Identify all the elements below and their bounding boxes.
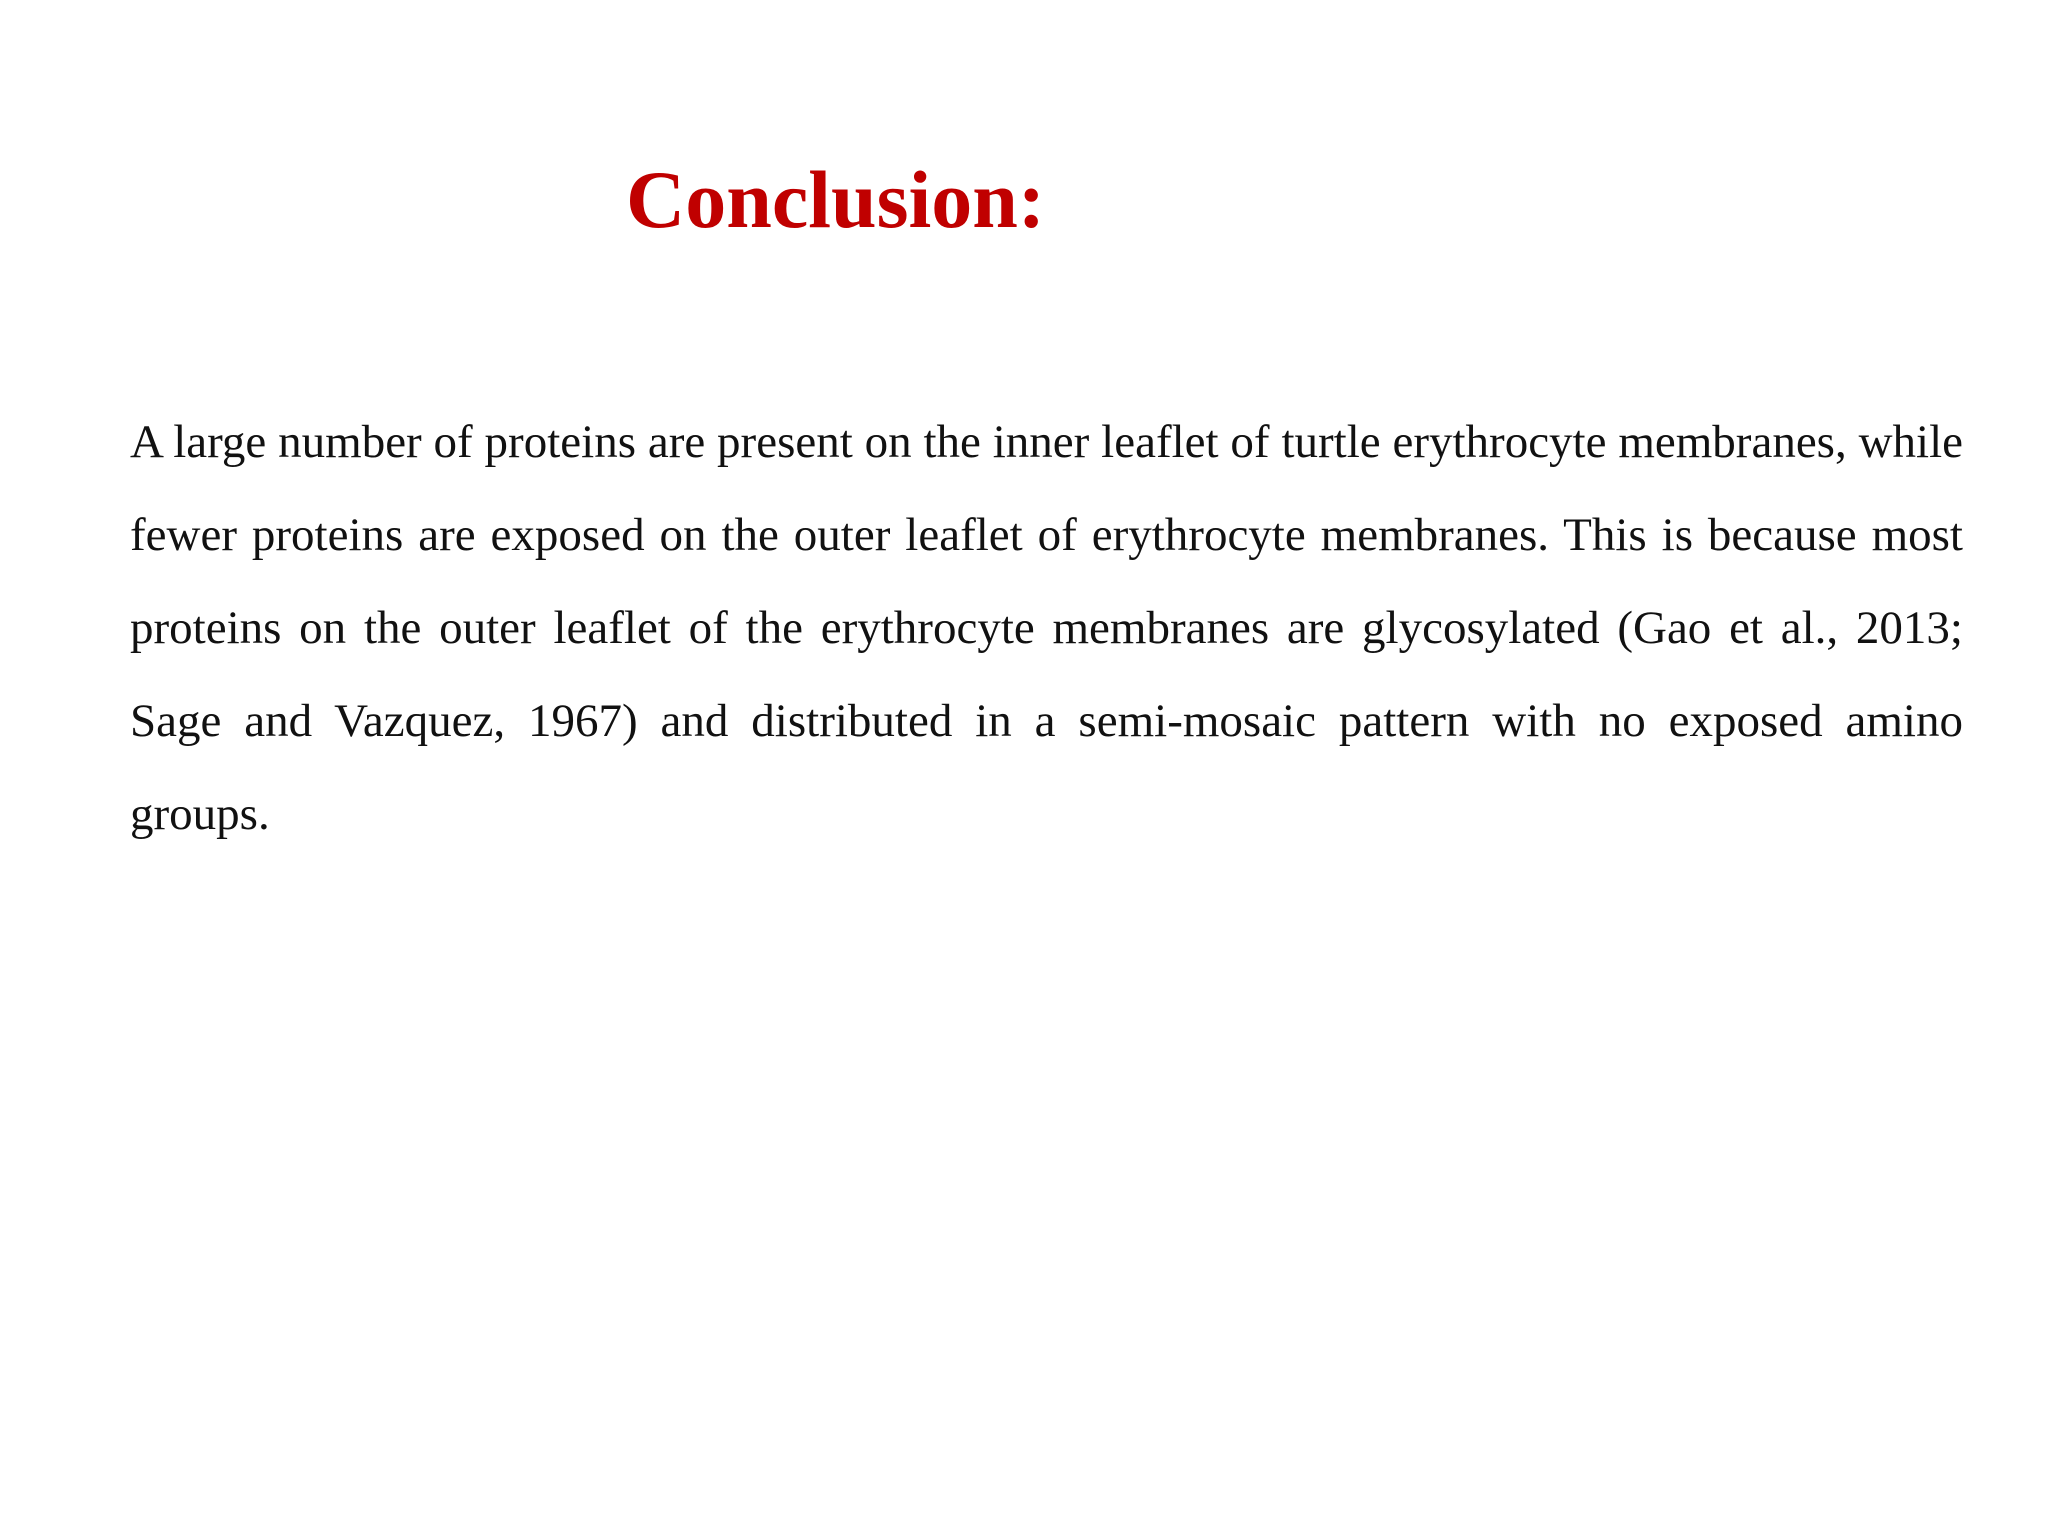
conclusion-paragraph: A large number of proteins are present on the inner leaflet of turtle erythrocyte membranes, while fewer proteins are exposed on the outer leaflet of erythrocyte membranes. This is because most proteins on the outer leaflet of the erythrocyte membranes are glycosylated (Gao et al., 2013; Sage and Vazquez, 1967) and distributed in a semi-mosaic pattern with no exposed amino groups. xyxy=(130,416,1963,840)
slide-title: Conclusion: xyxy=(626,154,1046,245)
